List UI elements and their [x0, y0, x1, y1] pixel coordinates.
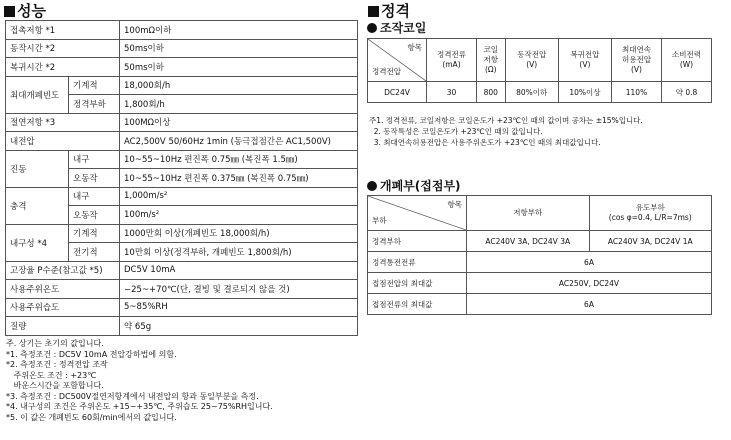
table-row	[368, 252, 712, 273]
coil-table	[367, 38, 712, 103]
table-row	[6, 317, 358, 336]
row-value: 50ms이하	[120, 58, 358, 77]
row-value: 100MΩ이상	[120, 113, 358, 132]
note-line: 주. 상기는 초기의 값입니다.	[6, 339, 104, 348]
row-value: 10~55~10Hz 편진폭 0.75㎜ (복진폭 1.5㎜)	[120, 150, 358, 169]
contacts-heading	[367, 177, 461, 194]
table-row	[6, 150, 358, 169]
coil-header: 동작전압 (V)	[505, 39, 558, 82]
coil-corner-top: 항목	[407, 43, 422, 52]
row-value: 18,000회/h	[120, 76, 358, 95]
contacts-cell: 6A	[467, 252, 712, 273]
square-bullet-icon	[4, 6, 15, 17]
performance-heading	[4, 0, 46, 21]
row-value: 5~85%RH	[120, 298, 358, 317]
row-label: 접점전류의 최대값	[368, 294, 467, 315]
row-label: 내전압	[6, 132, 120, 151]
contacts-header: 유도부하 (cos φ=0.4, L/R=7ms)	[589, 196, 712, 231]
circle-bullet-icon	[367, 181, 377, 191]
row-label: 접촉저항 *1	[6, 21, 120, 40]
table-row	[6, 58, 358, 77]
contacts-cell: AC240V 3A, DC24V 1A	[589, 231, 712, 252]
row-label: 사용주위습도	[6, 298, 120, 317]
rating-title: 정격	[381, 2, 410, 20]
row-label: 동작시간 *2	[6, 39, 120, 58]
table-row	[6, 76, 358, 95]
note-line: *5. 이 값은 개폐빈도 60회/min에서의 값입니다.	[6, 412, 177, 422]
note-line: *1. 측정조건 : DC5V 10mA 전압강하법에 의함.	[6, 349, 177, 359]
table-row	[6, 298, 358, 317]
table-row	[6, 187, 358, 206]
row-sublabel: 전기적	[69, 243, 120, 262]
coil-cell: 80%이하	[505, 82, 558, 103]
coil-header: 정격전류 (mA)	[427, 39, 477, 82]
row-label: 고장율 P수준(참고값 *5)	[6, 261, 120, 280]
row-value: 50ms이하	[120, 39, 358, 58]
row-label: 최대개폐빈도	[6, 76, 69, 113]
coil-header: 코일 저항 (Ω)	[476, 39, 505, 82]
row-value: 약 65g	[120, 317, 358, 336]
table-row	[6, 224, 358, 243]
row-sublabel: 기계적	[69, 224, 120, 243]
contacts-corner-bottom: 부하	[372, 216, 387, 225]
row-label: 정격통전전류	[368, 252, 467, 273]
row-sublabel: 기계적	[69, 76, 120, 95]
contacts-corner-top: 항목	[447, 200, 462, 209]
coil-cell: 약 0.8	[661, 82, 711, 103]
contacts-cell: 6A	[467, 294, 712, 315]
row-label: 질량	[6, 317, 120, 336]
table-row	[6, 280, 358, 299]
table-row	[368, 231, 712, 252]
row-sublabel: 오동작	[69, 169, 120, 188]
table-row	[6, 21, 358, 40]
coil-cell: 10%이상	[558, 82, 611, 103]
note-line: 바운스시간을 포함합니다.	[6, 381, 104, 390]
row-sublabel: 정격부하	[69, 95, 120, 114]
row-value: DC5V 10mA	[120, 261, 358, 280]
coil-header: 소비전력 (W)	[661, 39, 711, 82]
row-label: 절연저항 *3	[6, 113, 120, 132]
performance-notes	[6, 339, 273, 423]
note-line: *3. 측정조건 : DC500V절연저항계에서 내전압의 항과 동일부분을 측정.	[6, 391, 259, 401]
row-value: AC2,500V 50/60Hz 1min (동극접점간은 AC1,500V)	[120, 132, 358, 151]
contacts-header: 저항부하	[467, 196, 590, 231]
contacts-cell: AC240V 3A, DC24V 3A	[467, 231, 590, 252]
note-line: 3. 최대연속허용전압은 사용주위온도가 +23℃인 때의 최대값입니다.	[369, 138, 601, 147]
row-value: 1,000m/s²	[120, 187, 358, 206]
table-row	[368, 273, 712, 294]
row-value: 10~55~10Hz 편진폭 0.375㎜ (복진폭 0.75㎜)	[120, 169, 358, 188]
contacts-corner-cell	[368, 196, 467, 231]
performance-title: 성능	[17, 2, 46, 20]
row-value: 1,800회/h	[120, 95, 358, 114]
table-row	[368, 294, 712, 315]
contacts-table	[367, 195, 712, 315]
note-line: *4. 내구성의 조건은 주위온도 +15~+35℃, 주위습도 25~75%RH입니다.	[6, 402, 273, 411]
note-line: 주위온도 조건 : +23℃	[6, 370, 97, 380]
row-value: −25~+70℃(단, 결빙 및 결로되지 않을 것)	[120, 280, 358, 299]
contacts-title: 개폐부(접점부)	[380, 179, 461, 193]
coil-header: 최대연속 허용전압 (V)	[612, 39, 662, 82]
row-value: 10만회 이상(정격부하, 개폐빈도 1,800회/h)	[120, 243, 358, 262]
row-label: 진동	[6, 150, 69, 187]
row-value: 1000만회 이상(개폐빈도 18,000회/h)	[120, 224, 358, 243]
performance-table	[5, 20, 358, 336]
row-label: 정격부하	[368, 231, 467, 252]
row-value: 100mΩ이하	[120, 21, 358, 40]
coil-corner-bottom: 정격전압	[372, 67, 401, 76]
note-line: 주1. 정격전류, 코일저항은 코일온도가 +23℃인 때의 값이며 공차는 ±15%입니다.	[369, 116, 643, 125]
row-label: 사용주위온도	[6, 280, 120, 299]
note-line: *2. 측정조건 : 정격전압 조작	[6, 360, 108, 369]
square-bullet-icon	[368, 6, 379, 17]
coil-cell: 30	[427, 82, 477, 103]
row-label: 충격	[6, 187, 69, 224]
coil-title: 조작코일	[380, 21, 427, 35]
contacts-cell: AC250V, DC24V	[467, 273, 712, 294]
table-row	[6, 261, 358, 280]
coil-cell: 800	[476, 82, 505, 103]
row-label: 접점전압의 최대값	[368, 273, 467, 294]
rating-heading	[368, 0, 410, 21]
coil-header: 복귀전압 (V)	[558, 39, 611, 82]
row-sublabel: 내구	[69, 187, 120, 206]
row-value: 100m/s²	[120, 206, 358, 225]
row-sublabel: 오동작	[69, 206, 120, 225]
row-label: 복귀시간 *2	[6, 58, 120, 77]
row-sublabel: 내구	[69, 150, 120, 169]
table-row	[6, 39, 358, 58]
row-label: 내구성 *4	[6, 224, 69, 261]
coil-corner-cell	[368, 39, 427, 82]
coil-heading	[367, 19, 426, 36]
circle-bullet-icon	[367, 23, 377, 33]
note-line: 2. 동작특성은 코일온도가 +23℃인 때의 값입니다.	[369, 127, 543, 136]
coil-cell: 110%	[612, 82, 662, 103]
table-row	[6, 132, 358, 151]
table-row	[6, 113, 358, 132]
coil-notes	[369, 115, 643, 148]
coil-cell: DC24V	[368, 82, 427, 103]
